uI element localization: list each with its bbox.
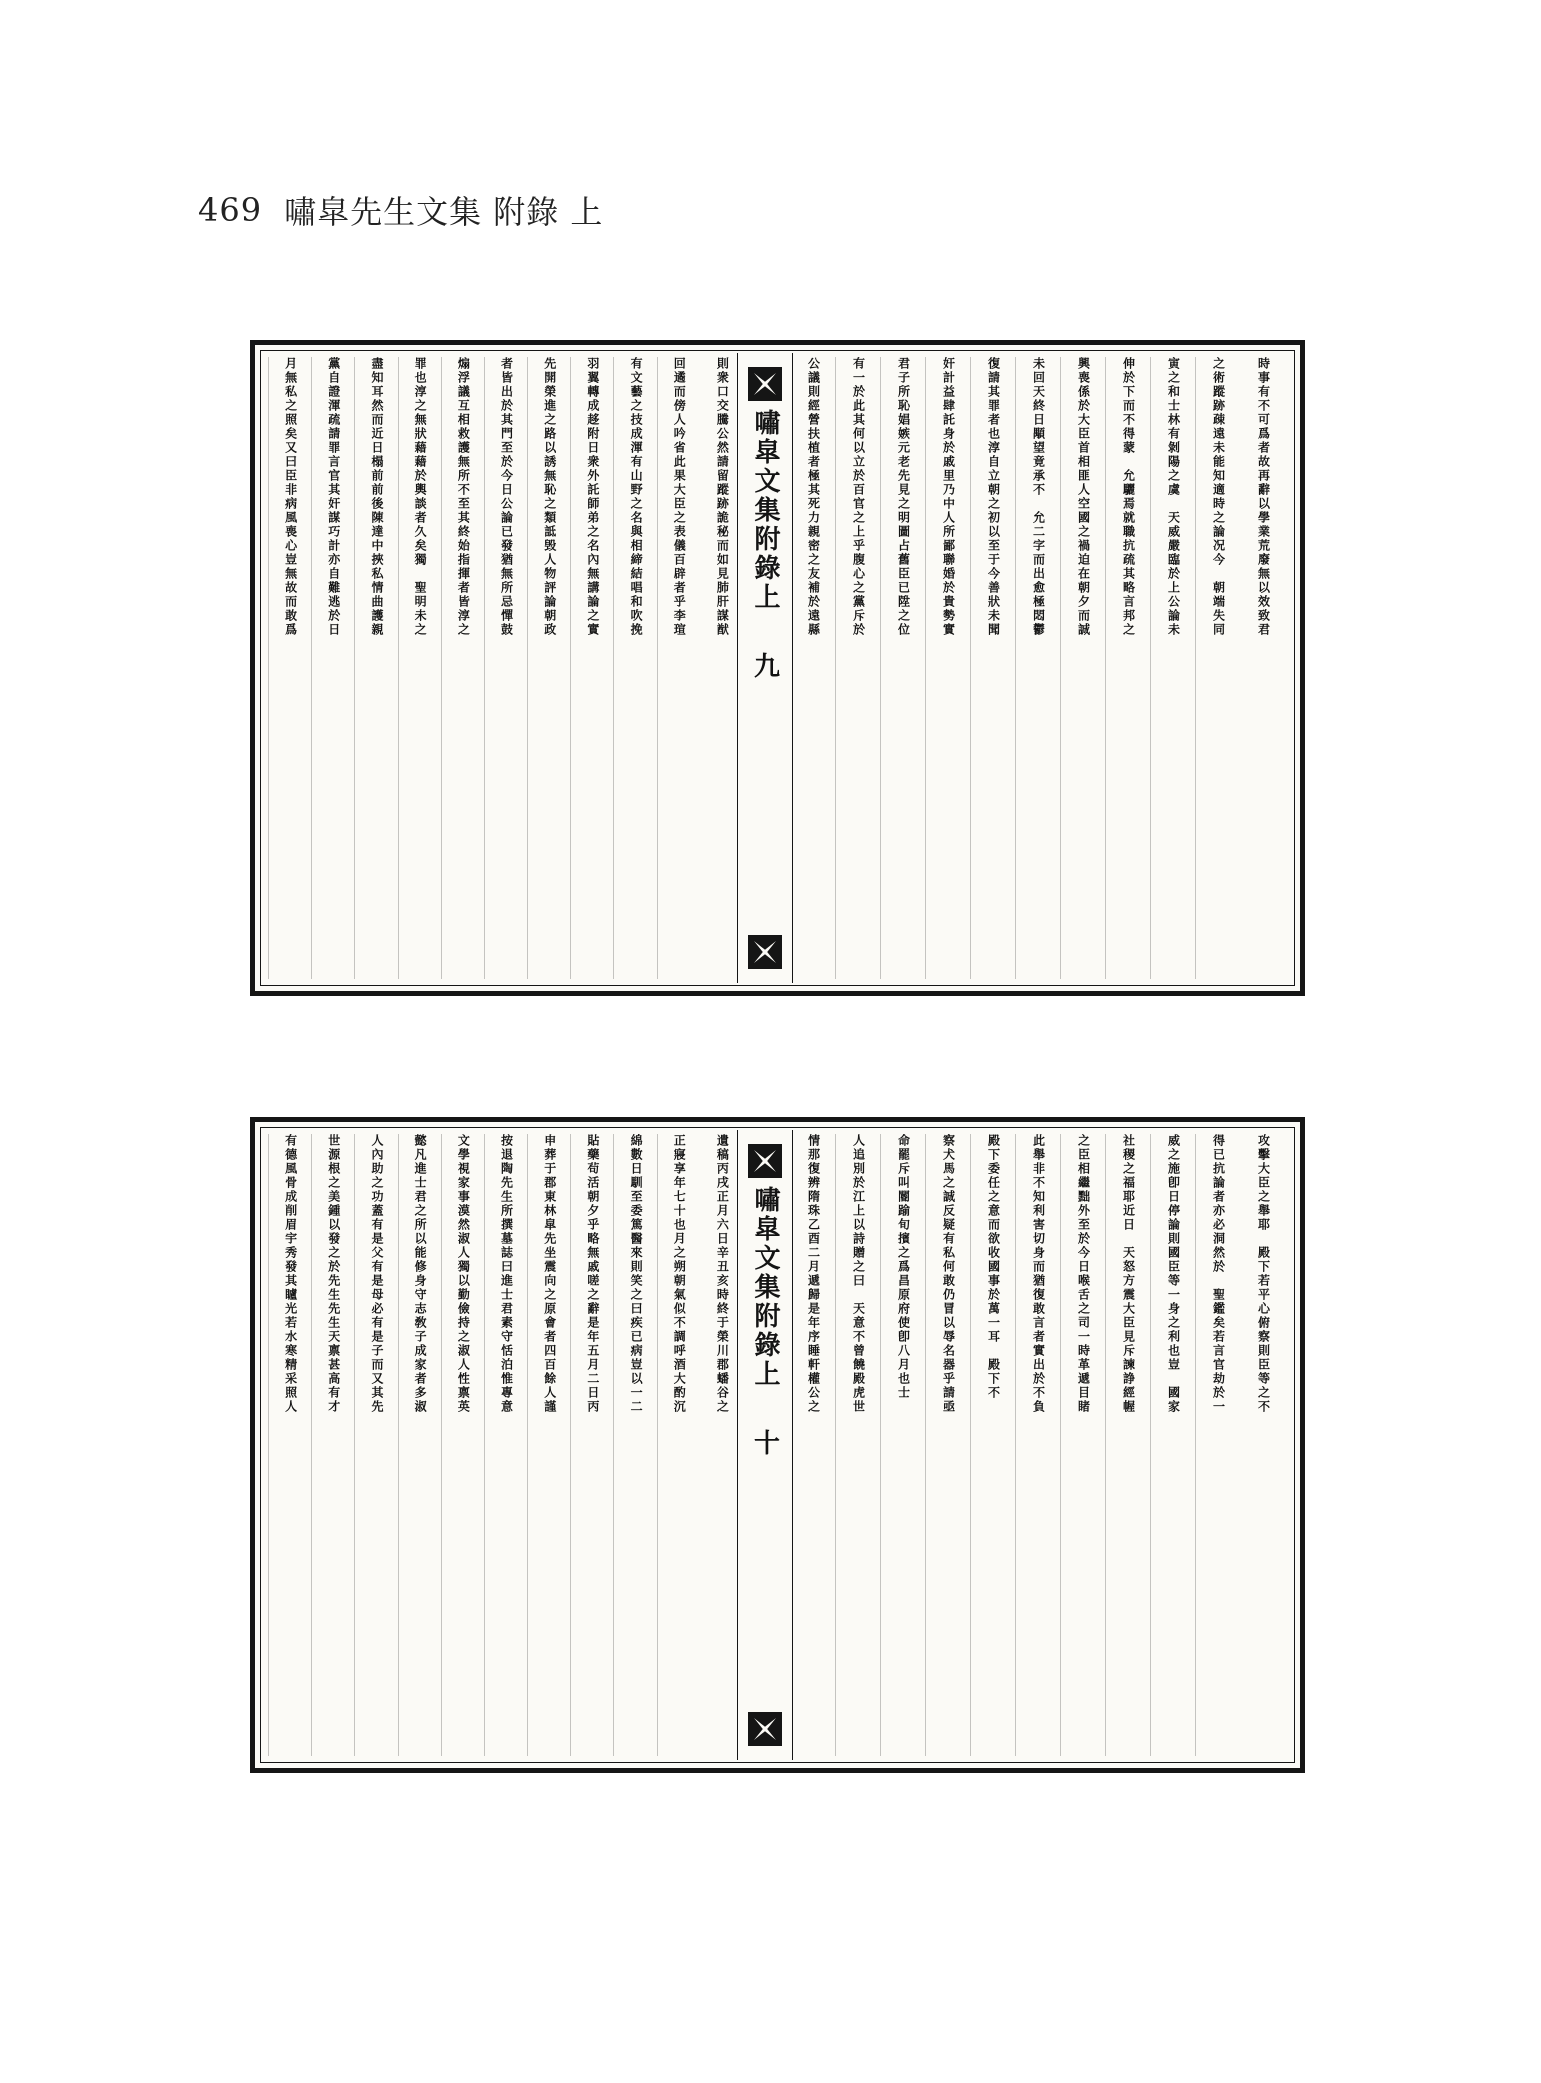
column-text: 回遹而傍人吟省此果大臣之表儀百辟者乎李瑄 <box>672 357 687 637</box>
column-text: 黨自證渾疏請罪言官其奸謀巧計亦自難逃於日 <box>326 357 341 637</box>
column-text: 有一於此其何以立於百官之上乎腹心之黨斥於 <box>851 357 866 637</box>
center-fold <box>737 353 793 983</box>
column-text: 之臣相繼黜外至於今日喉舌之司一時革遞目睹 <box>1076 1134 1091 1414</box>
column-text: 社稷之福耶近日 天怒方震大臣見斥諫諍經幄 <box>1121 1134 1136 1414</box>
text-column <box>657 357 701 979</box>
column-text: 正寢享年七十也月之朔朝氣似不調呼酒大酌沉 <box>672 1134 687 1414</box>
fold-page-number: 十 <box>749 1429 780 1455</box>
right-half-text <box>791 1134 1286 1756</box>
column-text: 先開榮進之路以誘無恥之類詆毁人物評論朝政 <box>542 357 557 637</box>
text-column <box>354 1134 398 1756</box>
text-column <box>441 357 485 979</box>
column-text: 則衆口交騰公然請留蹤跡詭秘而如見肺肝謀猷 <box>715 357 730 637</box>
text-column <box>835 1134 881 1756</box>
text-column <box>570 357 614 979</box>
fish-tail-ornament-icon <box>748 1712 782 1746</box>
text-column <box>1105 357 1151 979</box>
column-text: 者皆出於其門至於今日公論已發猶無所忌憚鼓 <box>499 357 514 637</box>
text-column <box>484 357 528 979</box>
column-text: 得已抗論者亦必洞然於 聖鑑矣若言官劫於一 <box>1211 1134 1226 1414</box>
column-text: 公議則經營扶植者極其死力親密之友補於遠縣 <box>806 357 821 637</box>
page-title: 嘯皐先生文集 附錄 上 <box>284 193 604 231</box>
column-text: 之術蹤跡疎遠未能知適時之論况今 朝端失同 <box>1211 357 1226 637</box>
text-column <box>1241 1134 1286 1756</box>
text-column <box>354 357 398 979</box>
fish-tail-ornament-icon <box>748 935 782 969</box>
woodblock-page-top <box>250 340 1305 996</box>
text-column <box>613 1134 657 1756</box>
text-column <box>835 357 881 979</box>
column-text: 貼藥茍活朝夕乎略無戚嗟之辭是年五月二日丙 <box>585 1134 600 1414</box>
text-column <box>970 1134 1016 1756</box>
text-column <box>657 1134 701 1756</box>
text-column <box>1105 1134 1151 1756</box>
text-column <box>613 357 657 979</box>
column-text: 有文藝之技成渾有山野之名與相締結唱和吹挽 <box>629 357 644 637</box>
text-column <box>1015 357 1061 979</box>
text-column <box>570 1134 614 1756</box>
center-fold <box>737 1130 793 1760</box>
column-text: 殿下委任之意而欲收國事於萬一耳 殿下不 <box>986 1134 1001 1400</box>
text-column <box>970 357 1016 979</box>
fold-title: 嘯皐文集附錄上 <box>750 409 780 612</box>
text-column <box>484 1134 528 1756</box>
text-column <box>1060 357 1106 979</box>
text-column <box>527 1134 571 1756</box>
fish-tail-ornament-icon <box>748 1144 782 1178</box>
column-text: 興喪係於大臣首相匪人空國之禍迫在朝夕而誠 <box>1076 357 1091 637</box>
column-text: 懿凡進士君之所以能修身守志敎子成家者多淑 <box>413 1134 428 1414</box>
column-text: 文學視家事漠然淑人獨以勤儉持之淑人性禀英 <box>456 1134 471 1414</box>
text-column <box>398 357 442 979</box>
page-number: 469 <box>198 191 263 229</box>
column-text: 奸計益肆託身於戚里乃中人所鄙聯婚於貴勢實 <box>941 357 956 637</box>
text-column <box>398 1134 442 1756</box>
left-half-text <box>269 357 744 979</box>
column-text: 此舉非不知利害切身而猶復敢言者實出於不負 <box>1031 1134 1046 1414</box>
text-column <box>1150 1134 1196 1756</box>
text-column <box>1241 357 1286 979</box>
left-half-text <box>269 1134 744 1756</box>
column-text: 人追別於江上以詩贈之曰 天意不曾饒殿虎世 <box>851 1134 866 1414</box>
fold-page-number: 九 <box>749 652 780 678</box>
column-text: 罪也淳之無狀藉藉於輿談者久矣獨 聖明未之 <box>413 357 428 637</box>
column-text: 盡知耳然而近日榻前前後陳達中挾私情曲護親 <box>369 357 384 637</box>
column-text: 按退陶先生所撰墓誌曰進士君素守恬泊惟專意 <box>499 1134 514 1414</box>
column-text: 伸於下而不得蒙 允驪焉就職抗疏其略言邦之 <box>1121 357 1136 637</box>
column-text: 煽浮議互相救護無所不至其終始指揮者皆淳之 <box>456 357 471 637</box>
column-text: 世源根之美鍾以發之於先生先生天禀甚高有才 <box>326 1134 341 1414</box>
text-column <box>311 1134 355 1756</box>
text-column <box>790 357 836 979</box>
page-header <box>198 190 603 230</box>
text-column <box>880 1134 926 1756</box>
column-text: 君子所恥娼嫉元老先見之明圖占舊臣已陞之位 <box>896 357 911 637</box>
text-column <box>701 357 744 979</box>
column-text: 寅之和士林有剝陽之虞 天威嚴臨於上公論未 <box>1166 357 1181 637</box>
text-column <box>925 1134 971 1756</box>
text-column <box>925 357 971 979</box>
woodblock-page-bottom <box>250 1117 1305 1773</box>
text-column <box>1015 1134 1061 1756</box>
column-text: 攻擊大臣之舉耶 殿下若平心俯察則臣等之不 <box>1256 1134 1271 1414</box>
column-text: 人內助之功蓋有是父有是母必有是子而又其先 <box>369 1134 384 1414</box>
text-column <box>790 1134 836 1756</box>
column-text: 察犬馬之誠反疑有私何敢仍冒以辱名器乎請亟 <box>941 1134 956 1414</box>
column-text: 命罷斥叫閽踰旬擯之爲昌原府使卽八月也士 <box>896 1134 911 1400</box>
text-column <box>880 357 926 979</box>
column-text: 威之施卽日停論則國臣等一身之利也豈 國家 <box>1166 1134 1181 1414</box>
column-text: 時事有不可爲者故再辭以學業荒廢無以效致君 <box>1256 357 1271 637</box>
text-column <box>1150 357 1196 979</box>
right-half-text <box>791 357 1286 979</box>
text-column <box>701 1134 744 1756</box>
fold-title: 嘯皐文集附錄上 <box>750 1186 780 1389</box>
text-column <box>1195 1134 1241 1756</box>
text-column <box>441 1134 485 1756</box>
fish-tail-ornament-icon <box>748 367 782 401</box>
column-text: 遺稿丙戌正月六日辛丑亥時終于榮川郡蟠谷之 <box>715 1134 730 1414</box>
column-text: 羽翼轉成趍附日衆外託師弟之名內無講論之實 <box>585 357 600 637</box>
text-column <box>527 357 571 979</box>
column-text: 情那復辨隋珠乙酉二月遞歸是年序睡軒權公之 <box>806 1134 821 1414</box>
text-column <box>1195 357 1241 979</box>
column-text: 綿數日馴至委篤醫來則笑之曰疾已病豈以一二 <box>629 1134 644 1414</box>
text-column <box>268 1134 312 1756</box>
text-column <box>1060 1134 1106 1756</box>
text-column <box>311 357 355 979</box>
column-text: 未回天終日顒望竟承不 允二字而出愈極悶鬱 <box>1031 357 1046 637</box>
column-text: 復請其罪者也淳自立朝之初以至于今善狀未聞 <box>986 357 1001 637</box>
text-column <box>268 357 312 979</box>
column-text: 申葬于郡東林皐先坐震向之原會者四百餘人謹 <box>542 1134 557 1414</box>
column-text: 月無私之照矣又曰臣非病風喪心豈無故而敢爲 <box>283 357 298 637</box>
column-text: 有德風骨成削眉宇秀發其矑光若水寒精采照人 <box>283 1134 298 1414</box>
